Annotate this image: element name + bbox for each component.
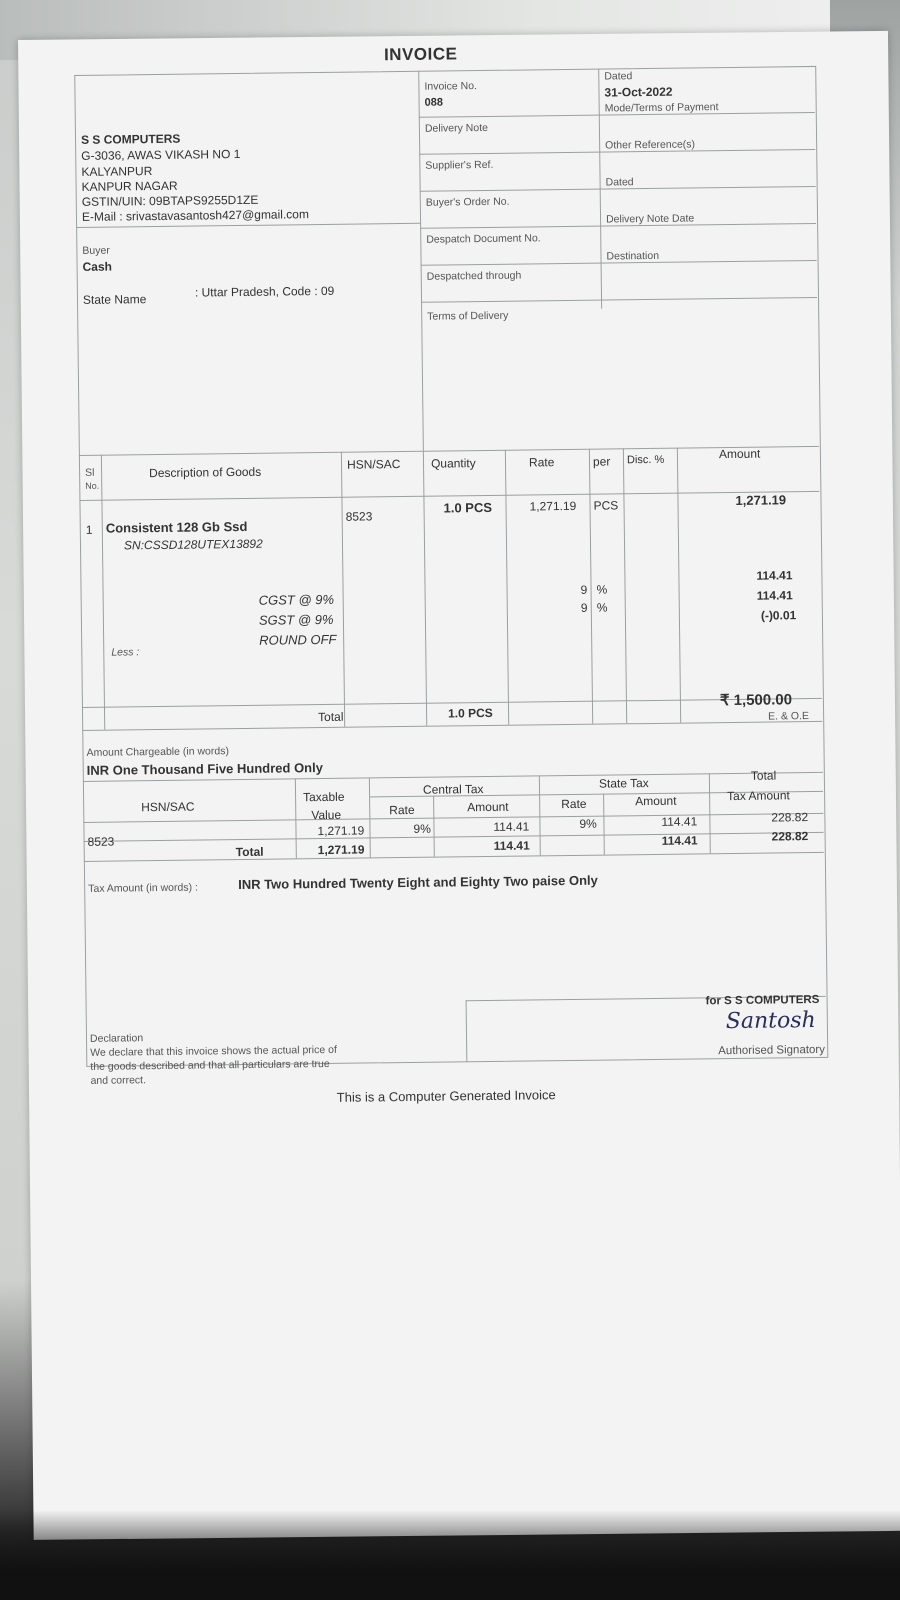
amount-header: Amount	[718, 446, 761, 462]
hsn-header: HSN/SAC	[346, 457, 401, 472]
sgst-pct: %	[596, 600, 608, 615]
tax-row-state-amount: 114.41	[661, 814, 698, 829]
tax-words-label: Tax Amount (in words) :	[88, 881, 198, 895]
description-header: Description of Goods	[149, 464, 262, 481]
item-rate: 1,271.19	[529, 498, 577, 514]
terms-delivery-label: Terms of Delivery	[427, 309, 509, 323]
tax-row-state-rate: 9%	[579, 816, 597, 831]
authorised-signatory-label: Authorised Signatory	[718, 1043, 826, 1058]
cgst-amount: 114.41	[756, 568, 793, 583]
sgst-label: SGST @ 9%	[258, 611, 334, 628]
total-quantity: 1.0 PCS	[447, 705, 493, 721]
buyer-name: Cash	[82, 259, 113, 274]
despatch-doc-label: Despatch Document No.	[426, 232, 541, 246]
total-amount: ₹ 1,500.00	[719, 691, 793, 710]
total-label: Total	[318, 709, 344, 725]
handwritten-signature: Santosh	[725, 1008, 816, 1035]
less-label: Less :	[111, 646, 140, 659]
item-per: PCS	[593, 498, 619, 513]
state-name-value: : Uttar Pradesh, Code : 09	[194, 283, 335, 300]
central-tax-header: Central Tax	[422, 782, 484, 797]
seller-address-line: G-3036, AWAS VIKASH NO 1	[81, 146, 241, 163]
tax-total-central: 114.41	[493, 838, 530, 853]
taxable-header-value: Value	[311, 807, 342, 823]
state-amount-header: Amount	[635, 793, 677, 809]
state-name-label: State Name	[82, 292, 147, 307]
tax-total-total: 228.82	[771, 829, 809, 844]
tax-row-hsn: 8523	[87, 834, 115, 849]
background-shadow	[0, 1510, 900, 1600]
rate-header: Rate	[528, 455, 555, 470]
cgst-label: CGST @ 9%	[258, 591, 335, 608]
tax-total-state: 114.41	[661, 833, 698, 848]
amount-words-label: Amount Chargeable (in words)	[86, 745, 229, 759]
disc-header: Disc. %	[626, 453, 665, 467]
central-rate-header: Rate	[389, 802, 415, 818]
cgst-rate: 9	[580, 582, 588, 597]
item-quantity: 1.0 PCS	[443, 499, 493, 516]
tax-words-value: INR Two Hundred Twenty Eight and Eighty Two paise Only	[238, 872, 598, 893]
sgst-rate: 9	[580, 600, 588, 615]
seller-name: S S COMPUTERS	[80, 131, 181, 147]
buyers-order-label: Buyer's Order No.	[425, 195, 510, 209]
tax-total-label: Total	[235, 844, 264, 860]
tax-row-central-amount: 114.41	[493, 819, 530, 834]
central-amount-header: Amount	[467, 799, 509, 815]
round-off-amount: (-)0.01	[760, 608, 797, 623]
buyer-label: Buyer	[82, 244, 110, 257]
tax-row-total: 228.82	[771, 810, 809, 825]
no-header: No.	[85, 480, 100, 491]
for-company-label: for S S COMPUTERS	[705, 993, 820, 1008]
mode-terms-label: Mode/Terms of Payment	[604, 101, 719, 115]
state-tax-header: State Tax	[598, 776, 649, 791]
cgst-pct: %	[596, 582, 608, 597]
quantity-header: Quantity	[430, 456, 476, 471]
declaration-text: and correct.	[90, 1074, 147, 1087]
item-hsn: 8523	[345, 509, 373, 524]
item-sl: 1	[85, 522, 93, 537]
declaration-text: We declare that this invoice shows the actual price of	[90, 1043, 337, 1059]
sl-header: Sl	[85, 466, 95, 479]
state-rate-header: Rate	[561, 796, 587, 812]
despatched-through-label: Despatched through	[426, 269, 522, 283]
per-header: per	[592, 454, 611, 469]
suppliers-ref-label: Supplier's Ref.	[425, 158, 494, 172]
item-serial: SN:CSSD128UTEX13892	[123, 536, 263, 553]
round-off-label: ROUND OFF	[259, 631, 337, 648]
seller-address-line: KALYANPUR	[81, 164, 153, 179]
taxable-header: Taxable	[302, 789, 345, 805]
seller-gstin: GSTIN/UIN: 09BTAPS9255D1ZE	[81, 192, 259, 209]
dated-label: Dated	[604, 70, 633, 83]
dated2-label: Dated	[605, 176, 634, 189]
declaration-label: Declaration	[89, 1032, 144, 1045]
sgst-amount: 114.41	[756, 588, 793, 603]
invoice-content	[74, 46, 857, 1135]
item-amount: 1,271.19	[735, 492, 787, 508]
tax-hsn-header: HSN/SAC	[141, 799, 195, 815]
invoice-title: INVOICE	[383, 44, 458, 65]
delivery-note-date-label: Delivery Note Date	[605, 212, 695, 226]
seller-email: E-Mail : srivastavasantosh427@gmail.com	[81, 207, 309, 224]
total-tax-header: Total	[750, 768, 777, 783]
invoice-no-value: 088	[424, 96, 444, 109]
tax-row-central-rate: 9%	[413, 821, 431, 836]
dated-value: 31-Oct-2022	[604, 84, 673, 100]
invoice-no-label: Invoice No.	[424, 80, 478, 93]
destination-label: Destination	[606, 249, 660, 263]
tax-row-taxable: 1,271.19	[317, 823, 365, 839]
seller-address-line: KANPUR NAGAR	[81, 178, 178, 194]
other-ref-label: Other Reference(s)	[605, 138, 696, 152]
amount-words-value: INR One Thousand Five Hundred Only	[86, 760, 324, 778]
eoe-label: E. & O.E	[768, 710, 810, 723]
total-tax-amount-header: Tax Amount	[727, 788, 790, 804]
computer-generated-footer: This is a Computer Generated Invoice	[336, 1087, 556, 1105]
item-description: Consistent 128 Gb Ssd	[105, 518, 248, 536]
delivery-note-label: Delivery Note	[424, 121, 489, 135]
tax-total-taxable: 1,271.19	[317, 842, 365, 858]
declaration-text: the goods described and that all particulars are true	[90, 1057, 330, 1073]
